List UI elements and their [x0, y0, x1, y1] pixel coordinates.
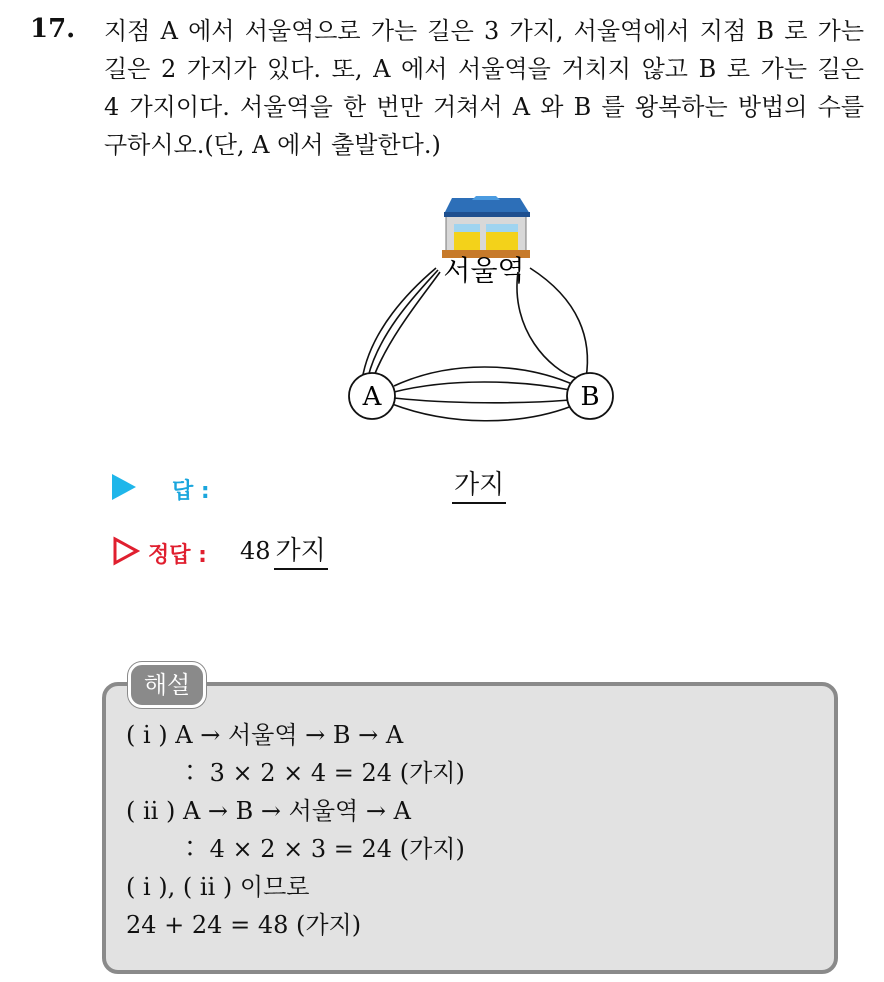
answer-unit: 가지 — [452, 470, 506, 504]
roads-a-b — [392, 367, 572, 421]
node-b-label: B — [580, 382, 600, 412]
play-triangle-icon — [112, 474, 136, 500]
solution-line: ( ii ) A → B → 서울역 → A — [126, 797, 411, 825]
solution-line: ( i ), ( ii ) 이므로 — [126, 873, 310, 901]
correct-answer-row — [112, 534, 532, 574]
route-diagram — [330, 190, 630, 430]
correct-value: 48 — [240, 537, 271, 565]
train-station-building-icon — [442, 196, 530, 258]
solution-tab: 해설 — [128, 662, 206, 708]
question-number: 17. — [30, 14, 76, 44]
answer-label: 답 : — [172, 479, 210, 504]
question-line: 구하시오.(단, A 에서 출발한다.) — [104, 131, 441, 159]
question-line: 지점 A 에서 서울역으로 가는 길은 3 가지, 서울역에서 지점 B 로 가는 — [104, 17, 864, 45]
question-line: 4 가지이다. 서울역을 한 번만 거쳐서 A 와 B 를 왕복하는 방법의 수를 — [104, 93, 864, 121]
question-line: 길은 2 가지가 있다. 또, A 에서 서울역을 거치지 않고 B 로 가는 길은 — [104, 55, 864, 83]
roads-a-station — [362, 268, 440, 380]
solution-lines — [126, 716, 465, 944]
solution-line: ∶ 4 × 2 × 3 = 24 (가지) — [178, 835, 465, 863]
roads-station-b — [517, 268, 587, 378]
node-a-label: A — [362, 382, 382, 412]
station-label: 서울역 — [443, 254, 525, 287]
correct-unit: 가지 — [274, 536, 328, 570]
solution-line: ( i ) A → 서울역 → B → A — [126, 721, 404, 749]
solution-line: 24 + 24 = 48 (가지) — [126, 911, 362, 939]
correct-value-wrap — [240, 536, 328, 566]
solution-line: ∶ 3 × 2 × 4 = 24 (가지) — [178, 759, 465, 787]
question-text — [104, 12, 864, 164]
answer-row — [112, 470, 532, 510]
correct-label: 정답 : — [148, 543, 207, 568]
outline-triangle-icon — [112, 536, 140, 566]
